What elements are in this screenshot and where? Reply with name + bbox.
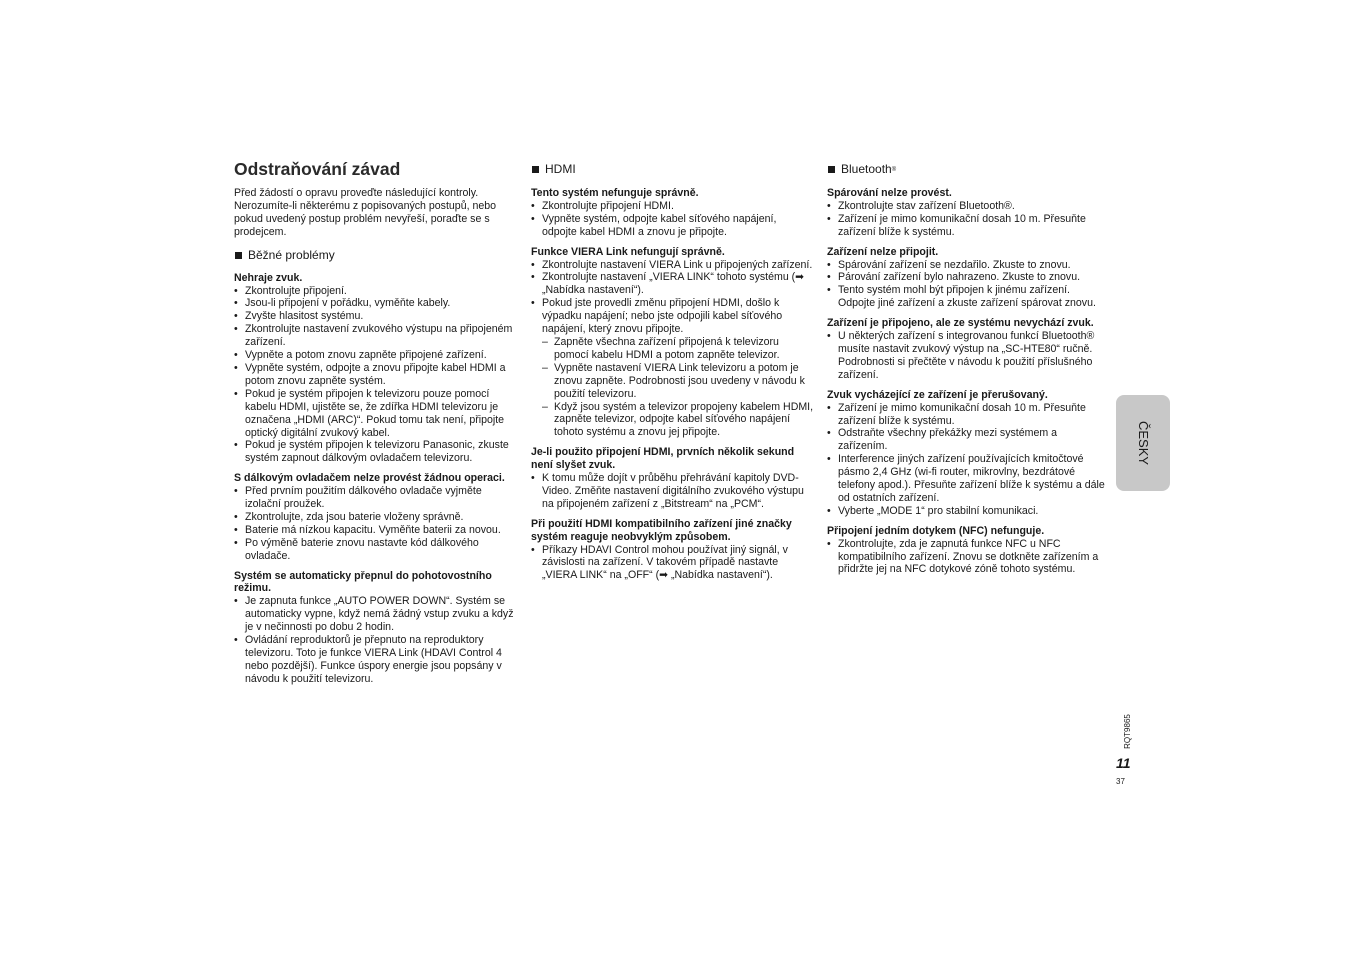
solution-list [531, 472, 814, 511]
problem-group-remote [234, 472, 516, 562]
solution-item [531, 297, 814, 439]
solution-item: • Zkontrolujte nastavení „VIERA LINK“ tohoto systému (➡ „Nabídka nastavení“). [531, 271, 814, 297]
solution-item: • Pokud je systém připojen k televizoru pouze pomocí kabelu HDMI, ujistěte se, že zdířka HDMI televizoru je označena „HDMI (ARC)“. Pokud tomu tak není, připojte optický digitální zvukový kabel. [234, 388, 516, 440]
column-bluetooth [827, 158, 1109, 583]
solution-item: • Po výměně baterie znovu nastavte kód dálkového ovladače. [234, 537, 516, 563]
solution-item-text: Pokud jste provedli změnu připojení HDMI, došlo k výpadku napájení; nebo jste odpojili kabel síťového napájení, který znovu připojte. [542, 297, 783, 336]
solution-list [827, 538, 1109, 577]
solution-item: • Zkontrolujte připojení HDMI. [531, 200, 814, 213]
problem-group-interrupted-sound [827, 389, 1109, 518]
problem-title: Systém se automaticky přepnul do pohotovostního režimu. [234, 569, 492, 595]
solution-item: • Zařízení je mimo komunikační dosah 10 m. Přesuňte zařízení blíže k systému. [827, 213, 1109, 239]
solution-list [827, 200, 1109, 239]
solution-list [827, 330, 1109, 382]
solution-item: • Je zapnuta funkce „AUTO POWER DOWN“. Systém se automaticky vypne, když nemá žádný vstup zvuku a když je v nečinnosti po dobu 2 hodin. [234, 595, 516, 634]
solution-item: • Odstraňte všechny překážky mezi systémem a zařízením. [827, 427, 1109, 453]
solution-item: • Baterie má nízkou kapacitu. Vyměňte baterii za novou. [234, 524, 516, 537]
solution-item: • Před prvním použitím dálkového ovladače vyjměte izolační proužek. [234, 485, 516, 511]
problem-title: S dálkovým ovladačem nelze provést žádnou operaci. [234, 472, 505, 485]
square-bullet-icon [532, 166, 539, 173]
solution-item: • Zkontrolujte nastavení VIERA Link u připojených zařízení. [531, 259, 814, 272]
solution-item: • Vypněte systém, odpojte a znovu připojte kabel HDMI a potom znovu zapněte systém. [234, 362, 516, 388]
solution-list [234, 285, 516, 466]
solution-item: • Ovládání reproduktorů je přepnuto na reproduktory televizoru. Toto je funkce VIERA Link (HDAVI Control 4 nebo pozdější). Funkce úspory energie jsou popsány v návodu k použití televizoru. [234, 634, 516, 686]
solution-item: • U některých zařízení s integrovanou funkcí Bluetooth® musíte nastavit zvukový výstup na „SC-HTE80“ ručně. Podrobnosti si přečtěte v návodu k použití příslušného zařízení. [827, 330, 1109, 382]
problem-group-no-sound-hdmi [531, 446, 814, 511]
solution-item: • Zvyšte hlasitost systému. [234, 310, 516, 323]
section-heading-label: HDMI [545, 162, 576, 176]
problem-group-other-brand [531, 518, 814, 583]
problem-title: Zvuk vycházející ze zařízení je přerušovaný. [827, 388, 1048, 401]
problem-title: Nehraje zvuk. [234, 271, 303, 284]
solution-item: • Tento systém mohl být připojen k jinému zařízení. Odpojte jiné zařízení a zkuste zařízení spárovat znovu. [827, 284, 1109, 310]
problem-group-connected-no-sound [827, 317, 1109, 382]
sub-solution-item: – Zapněte všechna zařízení připojená k televizoru pomocí kabelu HDMI a potom zapněte televizor. [542, 336, 814, 362]
problem-group-no-sound [234, 272, 516, 466]
problem-title: Při použití HDMI kompatibilního zařízení jiné značky systém reaguje neobvyklým způsobem. [531, 517, 792, 543]
section-heading-common-problems [234, 248, 516, 263]
problem-title: Spárování nelze provést. [827, 187, 952, 199]
problem-group-viera-link [531, 246, 814, 440]
problem-title: Tento systém nefunguje správně. [531, 187, 699, 199]
problem-group-system-not-working [531, 187, 814, 239]
solution-item: • K tomu může dojít v průběhu přehrávání kapitoly DVD-Video. Změňte nastavení digitálního zvukového výstupu na připojeném zařízení z „Bitstream“ na „PCM“. [531, 472, 814, 511]
sub-solution-item: – Vypněte nastavení VIERA Link televizoru a potom je znovu zapněte. Podrobnosti jsou uvedeny v návodu k použití televizoru. [542, 362, 814, 401]
section-heading-label: Běžné problémy [248, 247, 335, 262]
square-bullet-icon [235, 252, 242, 259]
problem-group-nfc [827, 525, 1109, 577]
problem-title: Zařízení je připojeno, ale ze systému nevychází zvuk. [827, 317, 1094, 330]
problem-title: Zařízení nelze připojit. [827, 245, 939, 258]
solution-item: • Zkontrolujte nastavení zvukového výstupu na připojeném zařízení. [234, 323, 516, 349]
solution-item: • Pokud je systém připojen k televizoru Panasonic, zkuste systém zapnout dálkovým ovladačem televizoru. [234, 439, 516, 465]
solution-item: • Zkontrolujte stav zařízení Bluetooth®. [827, 200, 1109, 213]
sub-solution-item: – Když jsou systém a televizor propojeny kabelem HDMI, zapněte televizor, odpojte kabel síťového napájení tohoto systému a znovu jej připojte. [542, 401, 814, 440]
solution-item: • Párování zařízení bylo nahrazeno. Zkuste to znovu. [827, 271, 1109, 284]
solution-item: • Vyberte „MODE 1“ pro stabilní komunikaci. [827, 505, 1109, 518]
section-heading-bluetooth: Bluetooth ® [827, 162, 1109, 177]
solution-item: • Jsou-li připojení v pořádku, vyměňte kabely. [234, 297, 516, 310]
solution-item: • Spárování zařízení se nezdařilo. Zkuste to znovu. [827, 259, 1109, 272]
page-sub-number: 37 [1116, 777, 1125, 786]
solution-item: • Vypněte systém, odpojte kabel síťového napájení, odpojte kabel HDMI a znovu je připojte. [531, 213, 814, 239]
intro-text: Před žádostí o opravu proveďte následující kontroly. Nerozumíte-li některému z popisovaných postupů, nebo pokud uvedený postup problém nevyřeší, poraďte se s prodejcem. [234, 187, 497, 238]
page-number: 11 [1116, 755, 1131, 771]
section-heading-label: Bluetooth [841, 162, 892, 176]
solution-list [827, 402, 1109, 518]
solution-list [531, 544, 814, 583]
problem-title: Připojení jedním dotykem (NFC) nefunguje. [827, 524, 1045, 537]
column-hdmi [531, 158, 814, 589]
problem-title: Funkce VIERA Link nefungují správně. [531, 245, 725, 258]
language-tab [1116, 395, 1170, 491]
column-troubleshooting-general [234, 158, 516, 693]
problem-group-standby [234, 570, 516, 686]
problem-title: Je-li použito připojení HDMI, prvních několik sekund není slyšet zvuk. [531, 446, 795, 472]
solution-item: • Vypněte a potom znovu zapněte připojené zařízení. [234, 349, 516, 362]
solution-list [531, 200, 814, 239]
document-code: RQT9865 [1122, 714, 1132, 749]
square-bullet-icon [828, 166, 835, 173]
problem-group-pairing [827, 187, 1109, 239]
sub-solution-list [542, 336, 814, 439]
page-title: Odstraňování závad [234, 159, 401, 179]
solution-list [531, 259, 814, 440]
section-heading-hdmi [531, 162, 814, 177]
solution-item: • Zkontrolujte, zda jsou baterie vloženy správně. [234, 511, 516, 524]
solution-item: • Zkontrolujte, zda je zapnutá funkce NFC u NFC kompatibilního zařízení. Znovu se dotkněte zařízením a přidržte jej na NFC dotykové zóně tohoto systému. [827, 538, 1109, 577]
language-tab-label: ČESKY [1136, 420, 1151, 466]
solution-item: • Zařízení je mimo komunikační dosah 10 m. Přesuňte zařízení blíže k systému. [827, 402, 1109, 428]
solution-list [234, 595, 516, 685]
solution-list [827, 259, 1109, 311]
solution-list [234, 485, 516, 562]
solution-item: • Zkontrolujte připojení. [234, 285, 516, 298]
solution-item: • Interference jiných zařízení používajících kmitočtové pásmo 2,4 GHz (wi-fi router, mikrovlny, bezdrátové telefony apod.). Přesuňte zařízení blíže k systému a dále od ostatních zařízení. [827, 453, 1109, 505]
problem-group-cannot-connect [827, 246, 1109, 311]
solution-item: • Příkazy HDAVI Control mohou používat jiný signál, v závislosti na zařízení. V takovém případě nastavte „VIERA LINK“ na „OFF“ (➡ „Nabídka nastavení“). [531, 544, 814, 583]
